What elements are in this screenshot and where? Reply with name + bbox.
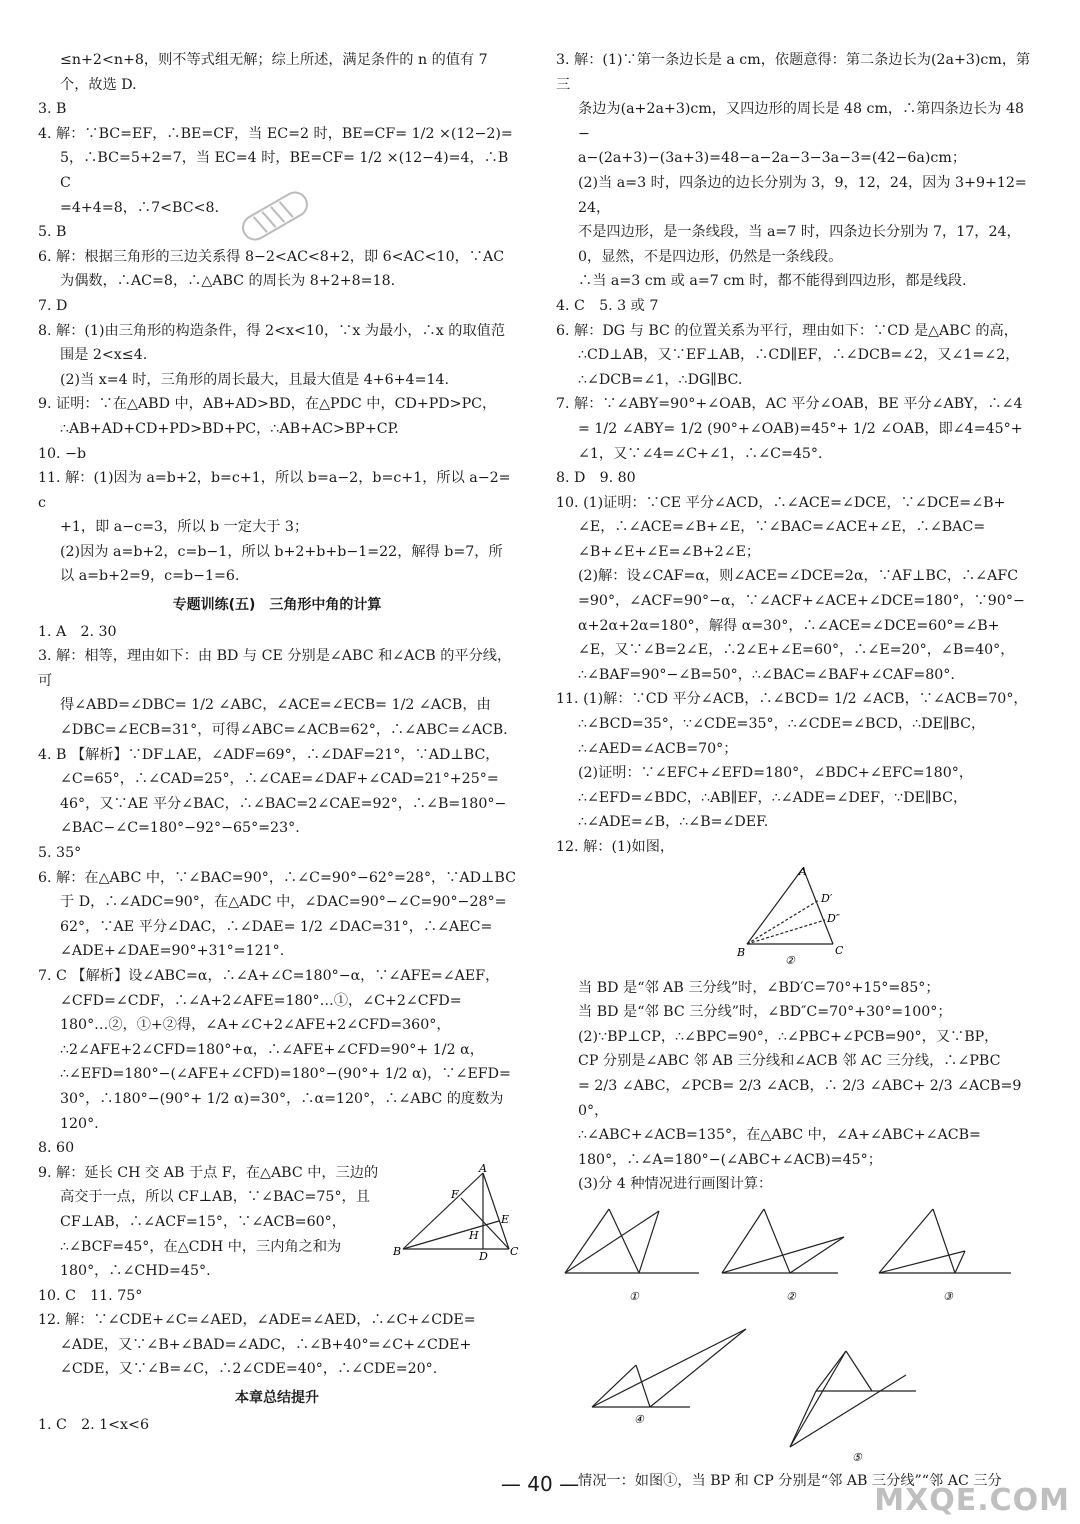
figure-line xyxy=(722,1237,844,1273)
triangle-figure-9 xyxy=(391,1161,519,1263)
figure-label: A xyxy=(479,1161,487,1175)
text-line: 4. C 5. 3 或 7 xyxy=(556,297,659,314)
text-line: ∴∠AED=∠ACB=70°； xyxy=(578,740,738,757)
text-line: ∠B+∠E+∠E=∠B+2∠E； xyxy=(578,543,761,560)
figure-line xyxy=(764,1209,790,1273)
question-9 xyxy=(38,1161,519,1284)
text-line: ∠CFD=∠CDF，∴∠A+2∠AFE=180°…①，∠C+2∠CFD= xyxy=(60,992,462,1009)
figure-line xyxy=(846,1351,872,1391)
text-line: 10. C 11. 75° xyxy=(38,1287,143,1304)
text-line: 8. 60 xyxy=(38,1140,75,1157)
text-line: 当 BD 是“邻 AB 三分线”时，∠BD′C=70°+15°=85°； xyxy=(578,979,940,996)
text-line: 8. D 9. 80 xyxy=(556,470,636,487)
text-line: (2)证明：∵∠EFC+∠EFD=180°，∠BDC+∠EFC=180°， xyxy=(578,765,974,782)
case-figures-row1 xyxy=(556,1199,1026,1307)
text-line: 11. 解：(1)因为 a=b+2，b=c+1，所以 b=a−2，b=c+1，所以 a−2=c xyxy=(38,470,511,511)
text-line: 62°，∵AE 平分∠DAC，∴∠DAE= 1/2 ∠DAC=31°，∴∠AEC= xyxy=(60,918,493,935)
case-figure xyxy=(873,1203,1023,1303)
text-line: 46°，又∵AE 平分∠BAC，∴∠BAC=2∠CAE=92°，∴∠B=180°− xyxy=(60,795,507,812)
text-line: (2)∵BP⊥CP，∴∠BPC=90°，∴∠PBC+∠PCB=90°，又∵BP， xyxy=(578,1028,999,1045)
figure-line xyxy=(747,920,825,944)
case-figures-row2 xyxy=(576,1311,976,1469)
figure-label: H xyxy=(469,1228,479,1242)
text-line: 5. B xyxy=(38,224,67,241)
text-line: ∠ADE+∠DAE=90°+31°=121°. xyxy=(60,943,285,960)
text-line: 围是 2<x≤4. xyxy=(60,347,148,364)
figure-line xyxy=(636,1365,650,1407)
text-line: ∴AB+AD+CD+PD>BD+PC，∴AB+AC>BP+CP. xyxy=(60,420,399,437)
text-line: 10. −b xyxy=(38,445,87,462)
text-line: ∴∠DCB=∠1，∴DG∥BC. xyxy=(578,371,743,388)
figure-label: B xyxy=(737,945,746,959)
text-line: 当 BD 是“邻 BC 三分线”时，∠BD″C=70°+30°=100°； xyxy=(578,1004,952,1021)
figure-line xyxy=(592,1365,636,1407)
figure-label: D′ xyxy=(821,891,833,905)
text-line: ∠1，又∵∠4=∠C+∠1，∴∠C=45°. xyxy=(578,445,823,462)
text-line: 3. 解：相等，理由如下：由 BD 与 CE 分别是∠ABC 和∠ACB 的平分线，可 xyxy=(38,648,512,689)
text-line: ∠CDE，又∵∠B=∠C，∴2∠CDE=40°，∴∠CDE=20°. xyxy=(60,1361,438,1378)
text-line: 不是四边形，是一条线段，当 a=7 时，四条边长分别为 7，17，24， xyxy=(578,224,1021,241)
text-line: 7. C 【解析】设∠ABC=α，∴∠A+∠C=180°−α，∵∠AFE=∠AEF， xyxy=(38,967,500,984)
text-line: ∴当 a=3 cm 或 a=7 cm 时，都不能得到四边形，都是线段. xyxy=(578,273,967,290)
figure-line xyxy=(790,1237,844,1273)
left-column xyxy=(38,48,519,1437)
text-line: ∠C=65°，∴∠CAD=25°，∴∠CAE=∠DAF+∠CAD=21°+25°= xyxy=(60,771,499,788)
figure-line xyxy=(790,1351,846,1447)
text-line: 9. 证明：∵在△ABD 中，AB+AD>BD，在△PDC 中，CD+PD>PC， xyxy=(38,396,497,413)
figure-label: ③ xyxy=(942,1289,953,1303)
text-line: 6. 解：根据三角形的三边关系得 8−2<AC<8+2，即 6<AC<10，∵AC xyxy=(38,248,505,265)
text-line: α+2α+2α=180°，解得 α=30°，∴∠ACE=∠DCE=60°=∠B+ xyxy=(578,617,1000,634)
case-figure xyxy=(786,1315,966,1465)
text-line: =4+4=8，∴7<BC<8. xyxy=(60,199,220,216)
text-line: CF⊥AB，∴∠ACF=15°，∵∠ACB=60°， xyxy=(60,1213,346,1230)
figure-line xyxy=(747,868,803,944)
figure-label: F xyxy=(451,1187,459,1201)
text-line: =90°，∠ACF=90°−α，∵∠ACF+∠ACE+∠DCE=180°，∵90°− xyxy=(578,593,1025,610)
text-line: 0，显然，不是四边形，仍然是一条线段。 xyxy=(578,248,843,265)
figure-line xyxy=(816,1351,846,1391)
text-line: 情况一：如图①，当 BP 和 CP 分别是“邻 AB 三分线”“邻 AC 三分 xyxy=(578,1472,1002,1489)
watermark: MXQE.COM xyxy=(874,1483,1070,1518)
text-line: 1. C 2. 1<x<6 xyxy=(38,1416,149,1433)
text-line: 180°，∴∠CHD=45°. xyxy=(60,1263,211,1280)
figure-label: C xyxy=(510,1244,519,1258)
text-line: ≤n+2<n+8，则不等式组无解；综上所述，满足条件的 n 的值有 7 xyxy=(60,52,488,68)
triangle-figure-12 xyxy=(735,864,855,972)
text-line: 1. A 2. 30 xyxy=(38,623,117,640)
text-line: 于 D，∴∠ADC=90°，在△ADC 中，∠DAC=90°−∠C=90°−28°= xyxy=(60,894,507,911)
text-line: (2)当 x=4 时，三角形的周长最大，且最大值是 4+6+4=14. xyxy=(60,371,450,388)
text-line: 9. 解：延长 CH 交 AB 于点 F，在△ABC 中，三边的 xyxy=(38,1164,379,1181)
text-line: 5，∴BC=5+2=7，当 EC=4 时，BE=CF= 1/2 ×(12−4)=4，∴BC xyxy=(60,150,509,191)
text-line: 3. 解：(1)∵第一条边长是 a cm，依题意得：第二条边长为(2a+3)cm，第三 xyxy=(556,52,1031,93)
figure-label: A xyxy=(799,864,807,878)
text-line: (2)解：设∠CAF=α，则∠ACE=∠DCE=2α，∵AF⊥BC，∴∠AFC xyxy=(578,568,1019,585)
figure-line xyxy=(933,1209,955,1273)
text-line: ∴∠EFD=∠BDC，∴AB∥EF，∴∠ADE=∠DEF，∵DE∥BC， xyxy=(578,789,968,806)
text-line: 3. B xyxy=(38,101,67,118)
figure-line xyxy=(790,1375,906,1447)
figure-label: ② xyxy=(785,1289,796,1303)
text-line: = 1/2 ∠ABY= 1/2 (90°+∠OAB)=45°+ 1/2 ∠OAB，即∠4=45°+ xyxy=(578,420,1023,437)
figure-line xyxy=(879,1209,933,1273)
figure-line xyxy=(879,1251,965,1273)
text-line: 以 a=b+2=9，c=b−1=6. xyxy=(60,568,240,585)
figure-label: E xyxy=(501,1212,510,1226)
text-line: +1，即 a−c=3，所以 b 一定大于 3； xyxy=(60,519,309,536)
case-figure xyxy=(716,1203,866,1303)
text-line: ∠E，∴∠ACE=∠B+∠E，∵∠BAC=∠ACE+∠E，∴∠BAC= xyxy=(578,519,986,536)
figure-label: D″ xyxy=(827,911,840,925)
text-line: ∴∠ABC+∠ACB=135°，在△ABC 中，∠A+∠ABC+∠ACB= xyxy=(578,1127,981,1144)
text-line: ∠ADE，又∵∠B+∠BAD=∠ADC，∴∠B+40°=∠C+∠CDE+ xyxy=(60,1336,472,1353)
text-line: 7. D xyxy=(38,297,68,314)
text-line: ∴∠BCD=35°，∵∠CDE=35°，∴∠CDE=∠BCD，∴DE∥BC， xyxy=(578,716,986,733)
text-line: ∠E，又∵∠B=2∠E，∴2∠E+∠E=60°，∴∠E=20°，∠B=40°， xyxy=(578,642,1015,659)
text-line: ∴∠BCF=45°，在△CDH 中，三内角之和为 xyxy=(60,1238,342,1255)
text-line: 4. B 【解析】∵DF⊥AE，∠ADF=69°，∴∠DAF=21°，∵AD⊥BC， xyxy=(38,746,500,763)
figure-line xyxy=(565,1211,659,1273)
figure-label: D xyxy=(479,1249,488,1263)
figure-line xyxy=(565,1209,609,1273)
text-line: 10. (1)证明：∵CE 平分∠ACD，∴∠ACE=∠DCE，∵∠DCE=∠B+ xyxy=(556,494,1006,511)
text-line: ∠BAC−∠C=180°−92°−65°=23°. xyxy=(60,820,300,837)
figure-line xyxy=(650,1329,746,1407)
text-line: CP 分别是∠ABC 邻 AB 三分线和∠ACB 邻 AC 三分线，∴∠PBC xyxy=(578,1053,1001,1070)
text-line: 得∠ABD=∠DBC= 1/2 ∠ABC，∠ACE=∠ECB= 1/2 ∠ACB，由 xyxy=(60,697,491,714)
case-figure xyxy=(559,1203,709,1303)
section-heading: 专题训练(五) 三角形中角的计算 xyxy=(172,597,382,614)
figure-line xyxy=(483,1173,509,1249)
text-line: = 2/3 ∠ABC，∠PCB= 2/3 ∠ACB，∴ 2/3 ∠ABC+ 2/3 ∠ACB=90°， xyxy=(578,1077,1022,1119)
text-line: 6. 解：DG 与 BC 的位置关系为平行，理由如下：∵CD 是△ABC 的高， xyxy=(556,322,1018,339)
figure-label: ① xyxy=(629,1289,640,1303)
right-column xyxy=(556,48,1034,1494)
page-number: — 40 — xyxy=(500,1472,580,1496)
figure-line xyxy=(592,1329,746,1407)
stamp-icon xyxy=(230,186,320,246)
text-line: a−(2a+3)−(3a+3)=48−a−2a−3−3a−3=(42−6a)cm； xyxy=(578,150,967,167)
figure-label: ④ xyxy=(634,1412,644,1426)
text-line: 条边为(a+2a+3)cm，又四边形的周长是 48 cm，∴第四条边长为 48− xyxy=(578,101,1025,142)
figure-label: B xyxy=(393,1244,402,1258)
text-line: 高交于一点，所以 CF⊥AB，∵∠BAC=75°，且 xyxy=(60,1189,370,1206)
figure-line xyxy=(955,1251,965,1273)
text-line: (2)因为 a=b+2，c=b−1，所以 b+2+b+b−1=22，解得 b=7，所 xyxy=(60,543,503,560)
text-line: ∴∠ADE=∠B，∴∠B=∠DEF. xyxy=(578,814,769,831)
text-line: (2)当 a=3 时，四条边的边长分别为 3，9，12，24，因为 3+9+12=24， xyxy=(578,174,1027,216)
section-heading: 本章总结提升 xyxy=(235,1390,319,1407)
text-line: 个，故选 D. xyxy=(60,76,137,93)
text-line: ∠DBC=∠ECB=31°，可得∠ABC=∠ACB=62°，∴∠ABC=∠ACB. xyxy=(60,722,508,739)
text-line: ∴2∠AFE+2∠CFD=180°+α，∴∠AFE+∠CFD=90°+ 1/2 α， xyxy=(60,1041,484,1058)
text-line: ∴∠EFD=180°−(∠AFE+∠CFD)=180°−(90°+ 1/2 α)，∵∠EFD= xyxy=(60,1066,511,1083)
figure-line xyxy=(747,900,819,944)
text-line: 7. 解：∵∠ABY=90°+∠OAB，AC 平分∠OAB，BE 平分∠ABY，∴∠4 xyxy=(556,396,1023,413)
text-line: 8. 解：(1)由三角形的构造条件，得 2<x<10，∵x 为最小，∴x 的取值范 xyxy=(38,322,506,339)
text-line: 30°，∴180°−(90°+ 1/2 α)=30°，∴α=120°，∴∠ABC 的度数为 120°. xyxy=(60,1090,504,1132)
text-line: ∴∠BAF=90°−∠B=50°，∴∠BAC=∠BAF+∠CAF=80°. xyxy=(578,666,955,683)
text-line: 为偶数，∴AC=8，∴△ABC 的周长为 8+2+8=18. xyxy=(60,273,396,290)
figure-label: ② xyxy=(785,953,795,967)
figure-line xyxy=(722,1209,764,1273)
case-figure xyxy=(586,1315,766,1425)
figure-label: C xyxy=(835,943,844,957)
text-line: 180°…②，①+②得，∠A+∠C+2∠AFE+2∠CFD=360°， xyxy=(60,1017,451,1034)
text-line: 5. 35° xyxy=(38,845,82,861)
figure-line xyxy=(803,868,833,944)
text-line: 4. 解：∵BC=EF，∴BE=CF，当 EC=2 时，BE=CF= 1/2 ×(12−2)= xyxy=(38,125,513,142)
text-line: 11. (1)解：∵CD 平分∠ACB，∴∠BCD= 1/2 ∠ACB，∵∠ACB=70°， xyxy=(556,691,1028,708)
figure-label: ⑤ xyxy=(852,1450,862,1464)
text-line: 12. 解：∵∠CDE+∠C=∠AED，∠ADE=∠AED，∴∠C+∠CDE= xyxy=(38,1312,476,1329)
text-line: ∴CD⊥AB，又∵EF⊥AB，∴CD∥EF，∴∠DCB=∠2，又∠1=∠2， xyxy=(578,347,1020,364)
text-line: 12. 解：(1)如图， xyxy=(556,839,675,855)
text-line: (3)分 4 种情况进行画图计算： xyxy=(578,1176,773,1193)
text-line: 180°，∴∠A=180°−(∠ABC+∠ACB)=45°； xyxy=(578,1151,882,1168)
figure-line xyxy=(639,1211,659,1273)
text-line: 6. 解：在△ABC 中，∵∠BAC=90°，∴∠C=90°−62°=28°，∵AD⊥BC xyxy=(38,869,516,886)
